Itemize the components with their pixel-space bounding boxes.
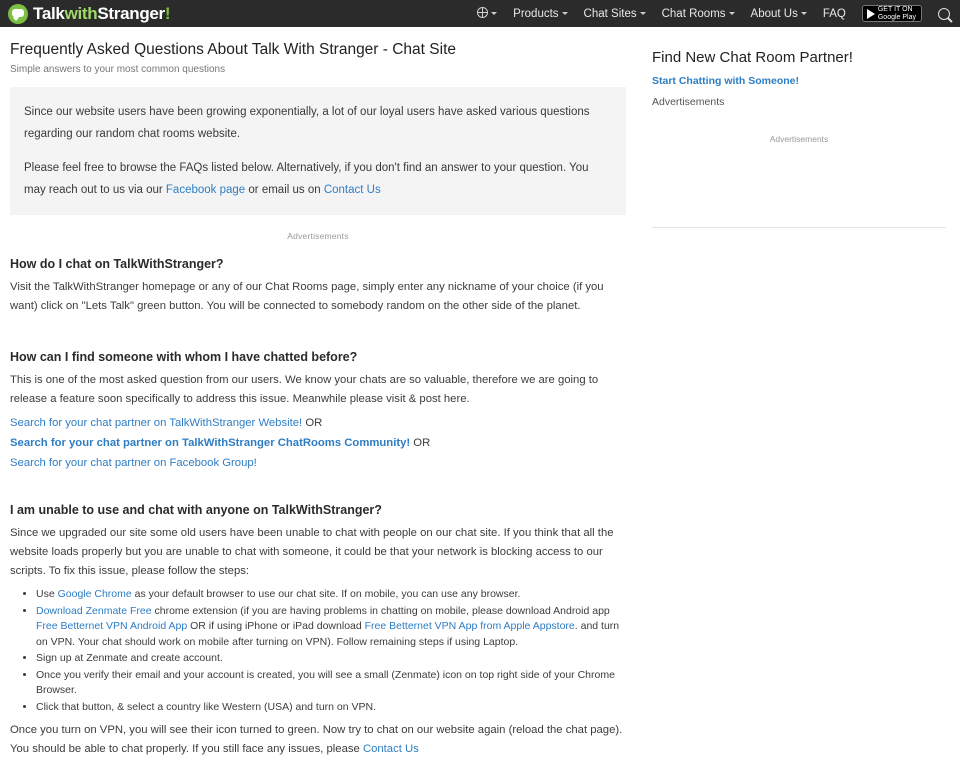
chevron-down-icon — [562, 12, 568, 15]
nav-label-products: Products — [513, 7, 559, 20]
search-icon[interactable] — [938, 8, 950, 20]
nav-label-about-us: About Us — [750, 7, 798, 20]
intro-p2-mid: or email us on — [245, 184, 324, 196]
faq-main-column — [0, 27, 640, 763]
google-play-icon — [867, 9, 875, 19]
faq-answer-1: Visit the TalkWithStranger homepage or any of our Chat Rooms page, simply enter any nickname of your choice (if you want) click on "Lets Talk" green button. You will be connected to somebody random on the other side of the planet. — [10, 281, 604, 312]
brand-part-3: Stranger — [97, 3, 165, 23]
navbar-right-group — [477, 5, 950, 22]
list-item: • Click that button, & select a country like Western (USA) and turn on VPN. — [36, 700, 626, 716]
troubleshooting-steps-list — [10, 587, 626, 715]
sidebar-advertisements-label: Advertisements — [652, 96, 725, 108]
step2-mid: chrome extension (if you are having problems in chatting on mobile, please download Android app — [151, 604, 610, 617]
sidebar — [640, 27, 960, 763]
nav-item-chat-sites[interactable] — [584, 8, 646, 20]
list-item — [36, 604, 626, 651]
chat-bubble-logo-icon — [8, 4, 28, 24]
advertisements-label: Advertisements — [287, 231, 349, 241]
facebook-page-link[interactable]: Facebook page — [165, 184, 246, 196]
faq-question-3: I am unable to use and chat with anyone on TalkWithStranger? — [10, 503, 382, 517]
nav-item-chat-rooms[interactable] — [662, 8, 735, 20]
intro-callout — [10, 87, 626, 215]
brand-part-4: ! — [164, 3, 171, 23]
brand-part-2: with — [64, 3, 98, 23]
list-item — [36, 587, 626, 603]
top-navbar — [0, 0, 960, 27]
faq3-closing-pre: Once you turn on VPN, you will see their icon turned to green. Now try to chat on our website again (reload the chat page). You should be able to chat properly. If you still face any issues, please — [10, 724, 623, 755]
faq2-link-suffix-2: OR — [410, 437, 431, 449]
intro-paragraph-1: Since our website users have been growing exponentially, a lot of our loyal users have asked various questions regarding our random chat rooms website. — [24, 106, 590, 140]
brand-part-1: Talk — [33, 3, 65, 23]
page-title: Frequently Asked Questions About Talk With Stranger - Chat Site — [10, 41, 456, 58]
betternet-android-link[interactable]: Free Betternet VPN Android App — [36, 620, 188, 632]
chevron-down-icon — [801, 12, 807, 15]
faq2-link-row-2 — [10, 433, 626, 453]
betternet-appstore-link[interactable]: Free Betternet VPN App from Apple Appstore — [364, 620, 575, 632]
google-play-badge[interactable] — [862, 5, 922, 22]
nav-item-faq[interactable]: FAQ — [822, 7, 846, 20]
step2-post2: . and turn on VPN. Your chat should work on mobile after turning on VPN). Follow remaining steps if using Laptop. — [36, 620, 620, 648]
google-chrome-link[interactable]: Google Chrome — [57, 588, 132, 600]
sidebar-ad-slot — [652, 120, 946, 228]
sidebar-ad-slot-label: Advertisements — [769, 134, 829, 144]
faq2-link-suffix-1: OR — [302, 417, 323, 429]
faq-question-2: How can I find someone with whom I have chatted before? — [10, 350, 358, 364]
nav-label-chat-sites: Chat Sites — [583, 7, 637, 20]
nav-label-chat-rooms: Chat Rooms — [661, 7, 726, 20]
faq2-link-row-1 — [10, 413, 626, 433]
search-partner-website-link[interactable]: Search for your chat partner on TalkWithStranger Website! — [10, 417, 303, 429]
search-partner-facebook-link[interactable]: Search for your chat partner on Facebook Group! — [10, 457, 257, 469]
list-item: • Once you verify their email and your account is created, you will see a small (Zenmate) icon on top right side of your Chrome Browser. — [36, 668, 626, 699]
intro-p2-pre: Please feel free to browse the FAQs listed below. Alternatively, if you don't find an answer to your question. You may reach out to us via our — [24, 162, 589, 196]
start-chatting-link[interactable]: Start Chatting with Someone! — [652, 75, 799, 87]
nav-item-about-us[interactable] — [751, 8, 807, 20]
intro-paragraph-2 — [24, 157, 610, 201]
nav-item-products[interactable] — [513, 8, 567, 20]
download-zenmate-link[interactable]: Download Zenmate Free — [36, 604, 152, 617]
step1-mid: as your default browser to use our chat site. If on mobile, you can use any browser. — [131, 588, 521, 600]
list-item: • Sign up at Zenmate and create account. — [36, 651, 626, 667]
chevron-down-icon — [640, 12, 646, 15]
contact-us-link-footer[interactable]: Contact Us — [362, 743, 419, 755]
faq-question-1: How do I chat on TalkWithStranger? — [10, 257, 224, 271]
brand-logo-link[interactable] — [8, 4, 170, 24]
spacer — [10, 320, 626, 334]
contact-us-link[interactable]: Contact Us — [323, 184, 381, 196]
step2-post: OR if using iPhone or iPad download — [187, 620, 365, 632]
search-partner-chatrooms-link[interactable]: Search for your chat partner on TalkWithStranger ChatRooms Community! — [10, 437, 411, 449]
faq2-link-row-3 — [10, 453, 626, 473]
step1-pre: Use — [36, 588, 58, 600]
faq-answer-3: Since we upgraded our site some old users have been unable to chat with people on our chat site. If you think that all the website loads properly but you are unable to chat with someone, it could be that your network is blocking access to our scripts. To fix this issue, please follow the steps: — [10, 527, 614, 577]
chevron-down-icon — [491, 12, 497, 15]
brand-wordmark — [33, 4, 170, 24]
sidebar-title: Find New Chat Room Partner! — [652, 49, 853, 66]
chevron-down-icon — [729, 12, 735, 15]
google-play-line1: GET IT ON — [877, 5, 913, 13]
page-body — [0, 27, 960, 763]
page-subtitle: Simple answers to your most common questions — [10, 64, 226, 75]
language-selector[interactable] — [477, 7, 497, 20]
faq-answer-2: This is one of the most asked question from our users. We know your chats are so valuable, therefore we are going to release a feature soon specifically to address this issue. Meanwhile please visit & post here. — [10, 374, 599, 405]
google-play-line2: Google Play — [877, 13, 916, 21]
faq3-closing-paragraph — [10, 721, 626, 759]
spacer — [10, 473, 626, 487]
globe-icon — [477, 7, 488, 18]
